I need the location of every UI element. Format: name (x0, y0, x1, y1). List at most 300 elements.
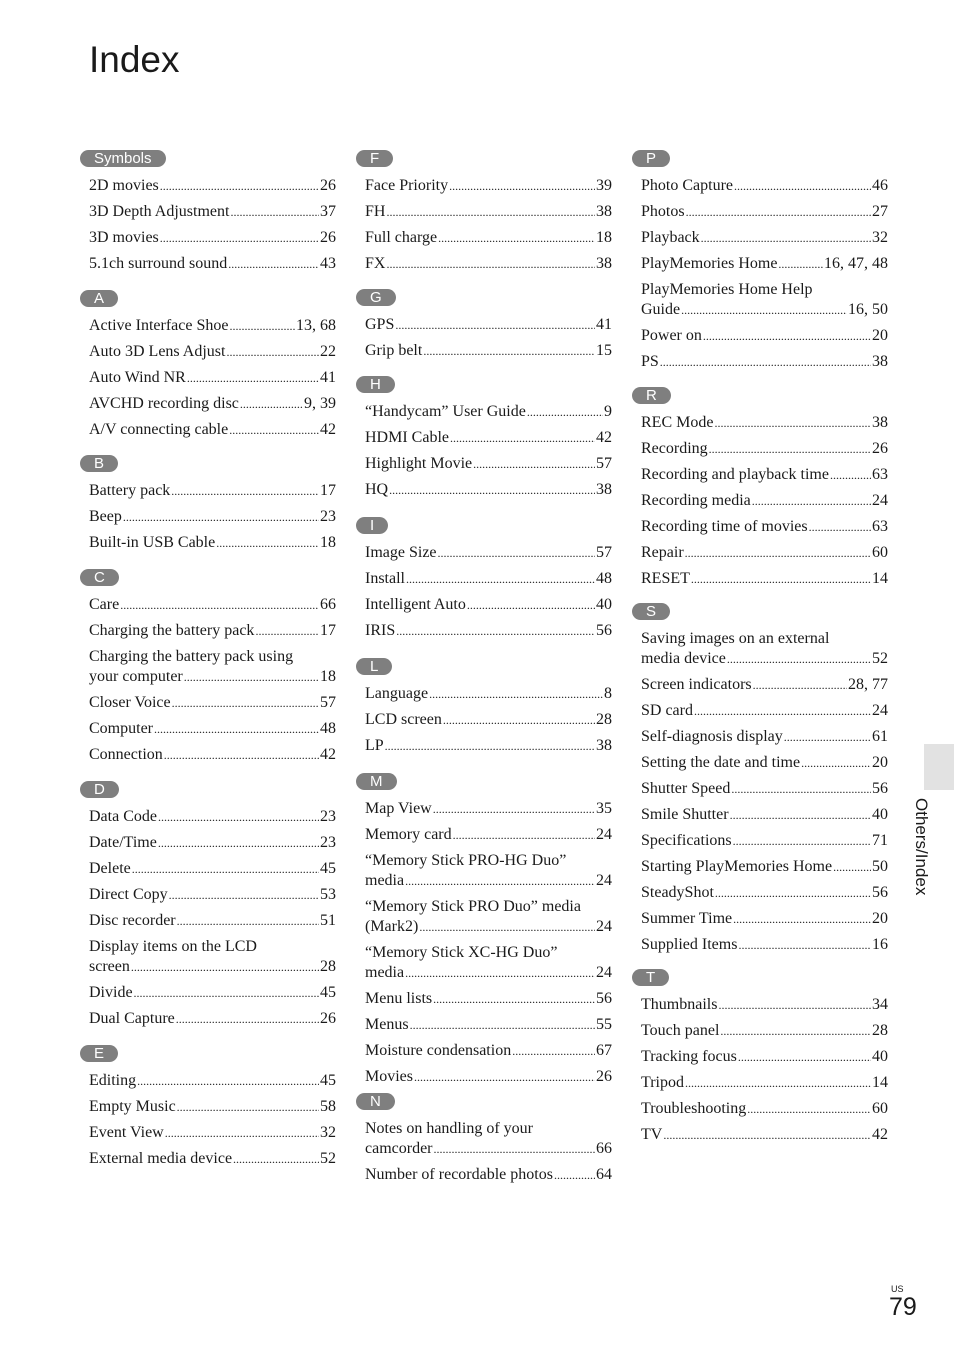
index-page-ref[interactable]: 53 (320, 886, 336, 903)
index-entry-line (89, 595, 336, 615)
index-page-ref[interactable]: 28, 77 (848, 676, 888, 693)
dot-leader (554, 1165, 595, 1185)
index-section (89, 455, 336, 553)
dot-leader (386, 202, 595, 222)
index-entry (641, 857, 888, 877)
index-page-ref[interactable]: 26 (320, 1010, 336, 1027)
index-term: Map View (365, 800, 432, 817)
index-term: Face Priority (365, 177, 449, 194)
index-entry (365, 428, 612, 448)
index-entry-line (89, 911, 336, 931)
index-entry-list (365, 684, 612, 756)
index-term: Notes on handling of your (365, 1120, 533, 1137)
dot-leader (731, 779, 871, 799)
index-entry (641, 831, 888, 851)
index-term: “Handycam” User Guide (365, 403, 526, 420)
index-page-ref[interactable]: 42 (320, 746, 336, 763)
index-entry (89, 719, 336, 739)
index-page-ref[interactable]: 22 (320, 343, 336, 360)
index-page-ref[interactable]: 17 (320, 622, 336, 639)
index-column-3 (641, 150, 888, 1151)
index-entry (641, 1073, 888, 1093)
dot-leader (714, 413, 871, 433)
section-letter-badge: N (356, 1093, 395, 1110)
index-term: External media device (89, 1150, 233, 1167)
dot-leader (255, 621, 319, 641)
index-term: Auto 3D Lens Adjust (89, 343, 226, 360)
index-entry (641, 753, 888, 773)
index-page-ref[interactable]: 64 (596, 1166, 612, 1183)
index-entry-line (641, 629, 888, 649)
index-entry (641, 254, 888, 274)
index-entry-line (641, 569, 888, 589)
index-entry (89, 420, 336, 440)
index-page-ref[interactable]: 50 (872, 858, 888, 875)
index-entry (641, 995, 888, 1015)
dot-leader (240, 394, 303, 414)
index-page-ref[interactable]: 34 (872, 996, 888, 1013)
dot-leader (406, 569, 595, 589)
index-term: Setting the date and time (641, 754, 801, 771)
index-page-ref[interactable]: 40 (872, 806, 888, 823)
index-entry (365, 1041, 612, 1061)
dot-leader (681, 300, 847, 320)
index-page-ref[interactable]: 51 (320, 912, 336, 929)
index-entry-line (89, 807, 336, 827)
index-entry (641, 1099, 888, 1119)
dot-leader (165, 1123, 319, 1143)
index-term: Grip belt (365, 342, 423, 359)
index-page-ref[interactable]: 56 (872, 780, 888, 797)
index-page-ref[interactable]: 45 (320, 1072, 336, 1089)
dot-leader (226, 342, 319, 362)
dot-leader (747, 1099, 871, 1119)
index-term: Recording (641, 440, 708, 457)
dot-leader (184, 667, 319, 687)
dot-leader (228, 254, 319, 274)
index-term: Tracking focus (641, 1048, 737, 1065)
index-page-ref[interactable]: 42 (596, 429, 612, 446)
index-entry-list (365, 799, 612, 1087)
index-entry-line (89, 957, 336, 977)
index-term: Data Code (89, 808, 157, 825)
index-entry (365, 402, 612, 422)
index-entry-line (89, 316, 336, 336)
index-page-ref[interactable]: 28 (872, 1022, 888, 1039)
dot-leader (154, 719, 319, 739)
index-term: Shutter Speed (641, 780, 731, 797)
index-entry-line (365, 710, 612, 730)
index-entry-line (89, 533, 336, 553)
index-entry (89, 595, 336, 615)
index-entry (365, 454, 612, 474)
index-term: Computer (89, 720, 153, 737)
index-entry-line (641, 779, 888, 799)
page-title: Index (89, 39, 180, 80)
index-term: Image Size (365, 544, 437, 561)
index-page-ref[interactable]: 24 (596, 964, 612, 981)
index-page-ref[interactable]: 56 (596, 622, 612, 639)
section-letter-badge: A (80, 290, 118, 307)
index-page-ref[interactable]: 43 (320, 255, 336, 272)
index-term: Intelligent Auto (365, 596, 466, 613)
index-entry-line (641, 1073, 888, 1093)
index-entry (641, 909, 888, 929)
index-entry (641, 491, 888, 511)
index-entry-line (89, 885, 336, 905)
index-page-ref[interactable]: 9, 39 (304, 395, 336, 412)
index-page-ref[interactable]: 24 (596, 872, 612, 889)
index-entry (89, 394, 336, 414)
index-entry (365, 799, 612, 819)
index-section (365, 150, 612, 274)
index-entry-line (365, 963, 612, 983)
index-term: “Memory Stick PRO-HG Duo” (365, 852, 567, 869)
dot-leader (120, 595, 319, 615)
index-page-ref[interactable]: 16, 50 (848, 301, 888, 318)
index-page-ref[interactable]: 17 (320, 482, 336, 499)
index-page-ref[interactable]: 71 (872, 832, 888, 849)
index-entry (365, 341, 612, 361)
index-entry (365, 1067, 612, 1087)
index-entry (641, 779, 888, 799)
index-page-ref[interactable]: 48 (596, 570, 612, 587)
index-entry-list (365, 315, 612, 361)
index-page-ref[interactable]: 28 (320, 958, 336, 975)
dot-leader (132, 859, 319, 879)
index-entry-line (641, 883, 888, 903)
index-page-ref[interactable]: 60 (872, 544, 888, 561)
index-page-ref[interactable]: 14 (872, 570, 888, 587)
dot-leader (169, 885, 319, 905)
index-term: FH (365, 203, 386, 220)
index-page-ref[interactable]: 42 (320, 421, 336, 438)
index-entry (641, 413, 888, 433)
index-page-ref[interactable]: 18 (320, 668, 336, 685)
index-entry-line (641, 701, 888, 721)
section-letter-badge: C (80, 569, 119, 586)
index-section (89, 781, 336, 1029)
index-term: Moisture condensation (365, 1042, 512, 1059)
dot-leader (830, 465, 871, 485)
index-page-ref[interactable]: 15 (596, 342, 612, 359)
index-page-ref[interactable]: 24 (872, 702, 888, 719)
index-page-ref[interactable]: 26 (872, 440, 888, 457)
index-page-ref[interactable]: 23 (320, 834, 336, 851)
index-page-ref[interactable]: 35 (596, 800, 612, 817)
dot-leader (229, 316, 295, 336)
index-entry-line (641, 543, 888, 563)
index-entry-line (365, 595, 612, 615)
index-page-ref[interactable]: 38 (872, 414, 888, 431)
index-entry-line (641, 465, 888, 485)
index-term: Empty Music (89, 1098, 176, 1115)
index-page-ref[interactable]: 39 (596, 177, 612, 194)
index-entry (641, 176, 888, 196)
index-page-ref[interactable]: 61 (872, 728, 888, 745)
index-term: SD card (641, 702, 693, 719)
dot-leader (158, 807, 319, 827)
index-term: Summer Time (641, 910, 733, 927)
index-section (641, 969, 888, 1145)
index-page-ref[interactable]: 24 (596, 826, 612, 843)
index-entry-line (89, 1009, 336, 1029)
index-term: Install (365, 570, 405, 587)
index-entry-line (641, 831, 888, 851)
index-page-ref[interactable]: 41 (320, 369, 336, 386)
index-page-ref[interactable]: 67 (596, 1042, 612, 1059)
index-term: Photos (641, 203, 685, 220)
index-entry-line (365, 254, 612, 274)
index-entry (89, 647, 336, 687)
index-entry (365, 710, 612, 730)
index-entry-line (641, 439, 888, 459)
dot-leader (473, 454, 595, 474)
dot-leader (709, 439, 871, 459)
index-term: Recording and playback time (641, 466, 829, 483)
index-entry-line (365, 454, 612, 474)
index-entry-list (641, 413, 888, 589)
index-entry (89, 1009, 336, 1029)
dot-leader (177, 1097, 319, 1117)
index-page-ref[interactable]: 16 (872, 936, 888, 953)
index-term: LCD screen (365, 711, 442, 728)
index-entry-list (365, 543, 612, 641)
dot-leader (660, 352, 871, 372)
index-page-ref[interactable]: 26 (596, 1068, 612, 1085)
index-entry-line (365, 684, 612, 704)
index-entry-list (89, 807, 336, 1029)
index-entry (365, 897, 612, 937)
index-entry (641, 517, 888, 537)
index-entry-line (365, 543, 612, 563)
index-page-ref[interactable]: 56 (872, 884, 888, 901)
index-page-ref[interactable]: 52 (872, 650, 888, 667)
index-page-ref[interactable]: 38 (596, 203, 612, 220)
index-entry (641, 1125, 888, 1145)
index-page-ref[interactable]: 13, 68 (296, 317, 336, 334)
index-entry (365, 254, 612, 274)
index-page-ref[interactable]: 63 (872, 466, 888, 483)
side-section-label: Others/Index (912, 798, 931, 896)
index-term: your computer (89, 668, 183, 685)
index-page-ref[interactable]: 14 (872, 1074, 888, 1091)
index-page-ref[interactable]: 18 (320, 534, 336, 551)
dot-leader (434, 1139, 595, 1159)
index-page-ref[interactable]: 23 (320, 508, 336, 525)
index-page-ref[interactable]: 66 (596, 1140, 612, 1157)
index-page-ref[interactable]: 26 (320, 229, 336, 246)
index-page-ref[interactable]: 46 (872, 177, 888, 194)
dot-leader (727, 649, 871, 669)
index-section (89, 290, 336, 440)
index-term: media (365, 964, 405, 981)
dot-leader (703, 326, 871, 346)
index-entry (365, 228, 612, 248)
index-page-ref[interactable]: 60 (872, 1100, 888, 1117)
index-entry-line (641, 727, 888, 747)
dot-leader (730, 805, 871, 825)
index-page-ref[interactable]: 52 (320, 1150, 336, 1167)
index-term: Delete (89, 860, 131, 877)
index-term: Guide (641, 301, 681, 318)
index-page-ref[interactable]: 42 (872, 1126, 888, 1143)
index-entry-list (641, 176, 888, 372)
index-entry (89, 745, 336, 765)
index-entry-line (89, 481, 336, 501)
index-entry-line (365, 569, 612, 589)
index-entry-line (365, 1165, 612, 1185)
index-page-ref[interactable]: 37 (320, 203, 336, 220)
section-letter-badge: B (80, 455, 118, 472)
index-page-ref[interactable]: 56 (596, 990, 612, 1007)
index-term: Beep (89, 508, 122, 525)
index-page-ref[interactable]: 57 (320, 694, 336, 711)
dot-leader (443, 710, 595, 730)
dot-leader (176, 1009, 319, 1029)
dot-leader (137, 1071, 319, 1091)
index-page-ref[interactable]: 38 (596, 481, 612, 498)
index-page-ref[interactable]: 45 (320, 860, 336, 877)
index-page-ref[interactable]: 8 (604, 685, 612, 702)
index-entry-line (641, 675, 888, 695)
index-term: PlayMemories Home Help (641, 281, 813, 298)
index-entry (89, 176, 336, 196)
index-page-ref[interactable]: 57 (596, 455, 612, 472)
index-page-ref[interactable]: 20 (872, 754, 888, 771)
index-page-ref[interactable]: 20 (872, 327, 888, 344)
index-term: GPS (365, 316, 395, 333)
index-page-ref[interactable]: 24 (872, 492, 888, 509)
index-entry-line (365, 228, 612, 248)
index-term: Screen indicators (641, 676, 752, 693)
index-page-ref[interactable]: 40 (596, 596, 612, 613)
index-entry-line (641, 753, 888, 773)
index-page-ref[interactable]: 45 (320, 984, 336, 1001)
index-term: Recording media (641, 492, 751, 509)
index-term: Troubleshooting (641, 1100, 747, 1117)
index-page-ref[interactable]: 16, 47, 48 (824, 255, 888, 272)
index-entry (365, 1015, 612, 1035)
dot-leader (386, 254, 595, 274)
section-letter-badge: L (356, 658, 392, 675)
index-page-ref[interactable]: 32 (872, 229, 888, 246)
index-page-ref[interactable]: 55 (596, 1016, 612, 1033)
index-page-ref[interactable]: 18 (596, 229, 612, 246)
index-entry-line (89, 667, 336, 687)
index-entry (89, 342, 336, 362)
index-term: Starting PlayMemories Home (641, 858, 833, 875)
index-page-ref[interactable]: 28 (596, 711, 612, 728)
index-term: HDMI Cable (365, 429, 449, 446)
index-term: Menus (365, 1016, 409, 1033)
index-term: Thumbnails (641, 996, 718, 1013)
dot-leader (414, 1067, 595, 1087)
index-entry-line (641, 300, 888, 320)
index-page-ref[interactable]: 38 (872, 353, 888, 370)
index-page-ref[interactable]: 32 (320, 1124, 336, 1141)
section-letter-badge: G (356, 289, 396, 306)
index-entry-line (89, 833, 336, 853)
dot-leader (512, 1041, 595, 1061)
index-page-ref[interactable]: 66 (320, 596, 336, 613)
index-entry-line (641, 1021, 888, 1041)
dot-leader (389, 480, 595, 500)
index-entry-line (89, 228, 336, 248)
index-entry-line (365, 621, 612, 641)
dot-leader (720, 1021, 871, 1041)
index-entry-line (365, 943, 612, 963)
index-page-ref[interactable]: 38 (596, 255, 612, 272)
index-section (641, 603, 888, 955)
index-entry (641, 439, 888, 459)
index-term: Date/Time (89, 834, 157, 851)
index-entry-line (89, 254, 336, 274)
index-entry (365, 569, 612, 589)
index-entry (89, 228, 336, 248)
index-page-ref[interactable]: 20 (872, 910, 888, 927)
index-page-ref[interactable]: 40 (872, 1048, 888, 1065)
index-term: Built-in USB Cable (89, 534, 216, 551)
index-page-ref[interactable]: 24 (596, 918, 612, 935)
index-page-ref[interactable]: 26 (320, 177, 336, 194)
index-page-ref[interactable]: 57 (596, 544, 612, 561)
index-term: Movies (365, 1068, 413, 1085)
index-term: Smile Shutter (641, 806, 729, 823)
index-term: Playback (641, 229, 700, 246)
index-entry (365, 202, 612, 222)
side-tab-marker (924, 744, 954, 790)
index-section (365, 1093, 612, 1185)
dot-leader (433, 989, 595, 1009)
dot-leader (216, 533, 319, 553)
dot-leader (405, 963, 595, 983)
index-entry (641, 326, 888, 346)
index-page-ref[interactable]: 58 (320, 1098, 336, 1115)
index-page-ref[interactable]: 63 (872, 518, 888, 535)
index-entry (89, 693, 336, 713)
index-entry-line (365, 736, 612, 756)
index-entry-line (365, 341, 612, 361)
index-term: Saving images on an external (641, 630, 830, 647)
index-entry (89, 833, 336, 853)
index-entry-line (641, 995, 888, 1015)
index-page-ref[interactable]: 9 (604, 403, 612, 420)
index-entry-line (365, 402, 612, 422)
index-page-ref[interactable]: 27 (872, 203, 888, 220)
index-entry-line (89, 621, 336, 641)
index-term: HQ (365, 481, 389, 498)
index-term: Repair (641, 544, 684, 561)
index-entry-line (641, 176, 888, 196)
index-entry-list (89, 176, 336, 274)
index-page-ref[interactable]: 23 (320, 808, 336, 825)
dot-leader (663, 1125, 871, 1145)
index-page-ref[interactable]: 41 (596, 316, 612, 333)
index-term: FX (365, 255, 386, 272)
index-term: 3D Depth Adjustment (89, 203, 230, 220)
index-entry (89, 1071, 336, 1091)
index-page-ref[interactable]: 38 (596, 737, 612, 754)
dot-leader (131, 957, 319, 977)
index-term: Touch panel (641, 1022, 720, 1039)
dot-leader (784, 727, 871, 747)
dot-leader (685, 1073, 871, 1093)
index-page-ref[interactable]: 48 (320, 720, 336, 737)
index-entry-line (641, 413, 888, 433)
index-entry-line (641, 280, 888, 300)
index-entry-line (89, 745, 336, 765)
